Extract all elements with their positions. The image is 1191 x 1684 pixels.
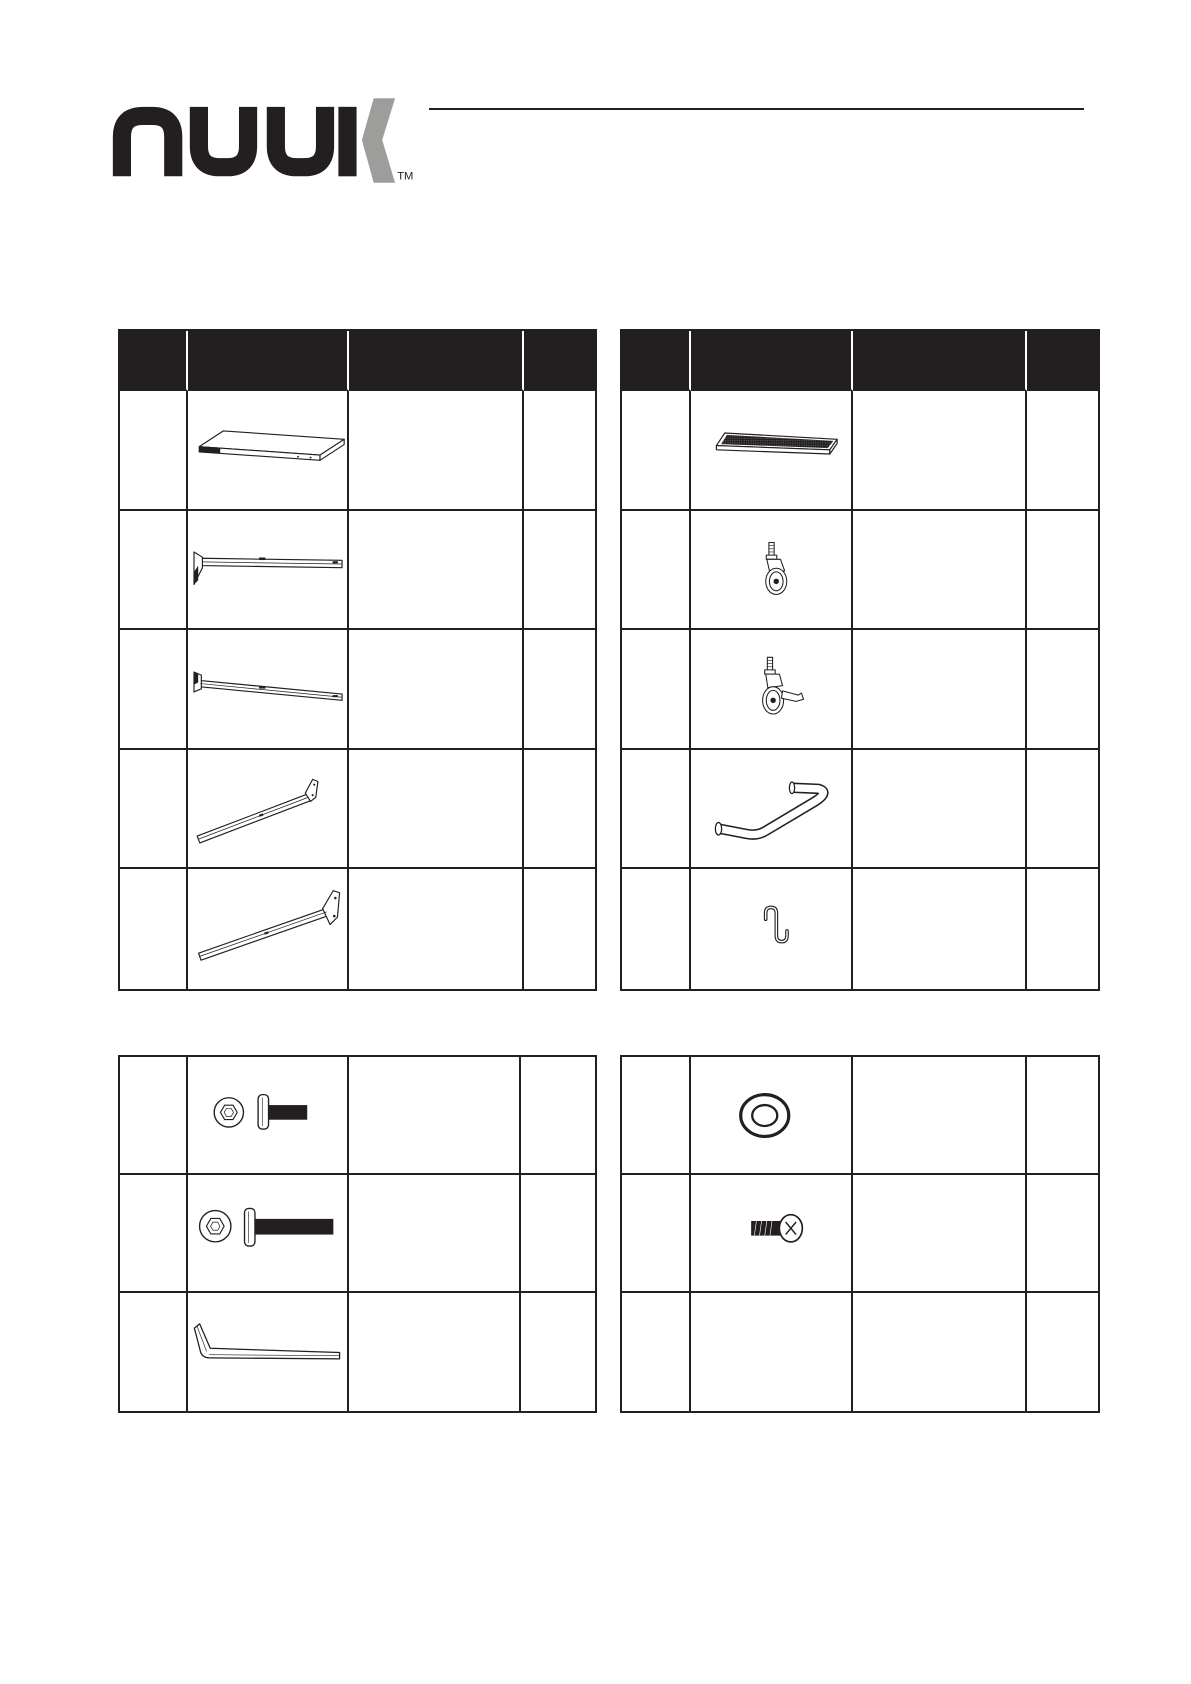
short-bolt-icon	[188, 1057, 347, 1173]
description-cell	[349, 630, 524, 750]
washer-icon	[691, 1057, 851, 1173]
nuuk-logo	[107, 94, 418, 187]
qty-cell	[521, 1057, 595, 1175]
qty-cell	[524, 869, 595, 989]
trademark-mark: TM	[397, 170, 414, 183]
parts-table-left	[118, 329, 597, 991]
caster-wheel-icon	[691, 511, 851, 629]
image-cell	[691, 511, 853, 631]
id-cell	[120, 1175, 188, 1293]
description-cell	[349, 869, 524, 989]
qty-cell	[1027, 1293, 1098, 1411]
id-cell	[622, 869, 691, 989]
image-cell	[188, 1293, 349, 1411]
description-cell	[349, 1293, 521, 1411]
id-cell	[622, 1175, 691, 1293]
id-cell	[622, 630, 691, 750]
parts-table-right	[620, 329, 1100, 991]
description-cell	[853, 750, 1027, 870]
id-cell	[120, 1057, 188, 1175]
image-cell	[188, 511, 349, 631]
qty-cell	[1027, 1057, 1098, 1175]
image-cell	[691, 391, 853, 511]
long-brace-icon	[188, 869, 347, 989]
header-qty-cell	[524, 331, 595, 391]
image-cell	[691, 750, 853, 870]
image-cell	[188, 391, 349, 511]
long-bolt-icon	[188, 1175, 347, 1291]
image-cell	[188, 1057, 349, 1175]
image-cell	[691, 1293, 853, 1411]
description-cell	[853, 630, 1027, 750]
hardware-table-left	[118, 1055, 597, 1413]
screw-icon	[691, 1175, 851, 1291]
qty-cell	[1027, 750, 1098, 870]
image-cell	[691, 869, 853, 989]
rail-icon	[188, 630, 347, 748]
id-cell	[120, 630, 188, 750]
id-cell	[120, 1293, 188, 1411]
header-qty-cell	[1027, 331, 1098, 391]
header-rule	[429, 108, 1084, 110]
description-cell	[349, 1175, 521, 1293]
qty-cell	[524, 630, 595, 750]
image-cell	[188, 869, 349, 989]
image-cell	[188, 750, 349, 870]
image-cell	[691, 1175, 853, 1293]
qty-cell	[1027, 391, 1098, 511]
shelf-board-icon	[188, 391, 347, 509]
header-description-cell	[349, 331, 524, 391]
qty-cell	[1027, 1175, 1098, 1293]
description-cell	[349, 391, 524, 511]
short-brace-icon	[188, 750, 347, 868]
id-cell	[622, 511, 691, 631]
id-cell	[622, 391, 691, 511]
header-id-cell	[120, 331, 188, 391]
description-cell	[853, 869, 1027, 989]
description-cell	[349, 511, 524, 631]
description-cell	[853, 1293, 1027, 1411]
id-cell	[622, 1057, 691, 1175]
rail-icon	[188, 511, 347, 629]
s-hook-icon	[691, 869, 851, 989]
mesh-shelf-icon	[691, 391, 851, 509]
description-cell	[349, 1057, 521, 1175]
id-cell	[120, 391, 188, 511]
description-cell	[853, 511, 1027, 631]
id-cell	[120, 511, 188, 631]
id-cell	[120, 750, 188, 870]
description-cell	[853, 1175, 1027, 1293]
qty-cell	[1027, 630, 1098, 750]
image-cell	[188, 630, 349, 750]
header-description-cell	[853, 331, 1027, 391]
id-cell	[120, 869, 188, 989]
qty-cell	[521, 1293, 595, 1411]
qty-cell	[524, 511, 595, 631]
qty-cell	[1027, 511, 1098, 631]
description-cell	[349, 750, 524, 870]
qty-cell	[521, 1175, 595, 1293]
header-image-cell	[691, 331, 853, 391]
handle-bar-icon	[691, 750, 851, 868]
image-cell	[691, 630, 853, 750]
description-cell	[853, 391, 1027, 511]
qty-cell	[524, 750, 595, 870]
qty-cell	[1027, 869, 1098, 989]
description-cell	[853, 1057, 1027, 1175]
id-cell	[622, 1293, 691, 1411]
image-cell	[188, 1175, 349, 1293]
image-cell	[691, 1057, 853, 1175]
locking-caster-icon	[691, 630, 851, 748]
header-id-cell	[622, 331, 691, 391]
header-image-cell	[188, 331, 349, 391]
hardware-table-right	[620, 1055, 1100, 1413]
id-cell	[622, 750, 691, 870]
qty-cell	[524, 391, 595, 511]
allen-key-icon	[188, 1293, 347, 1411]
